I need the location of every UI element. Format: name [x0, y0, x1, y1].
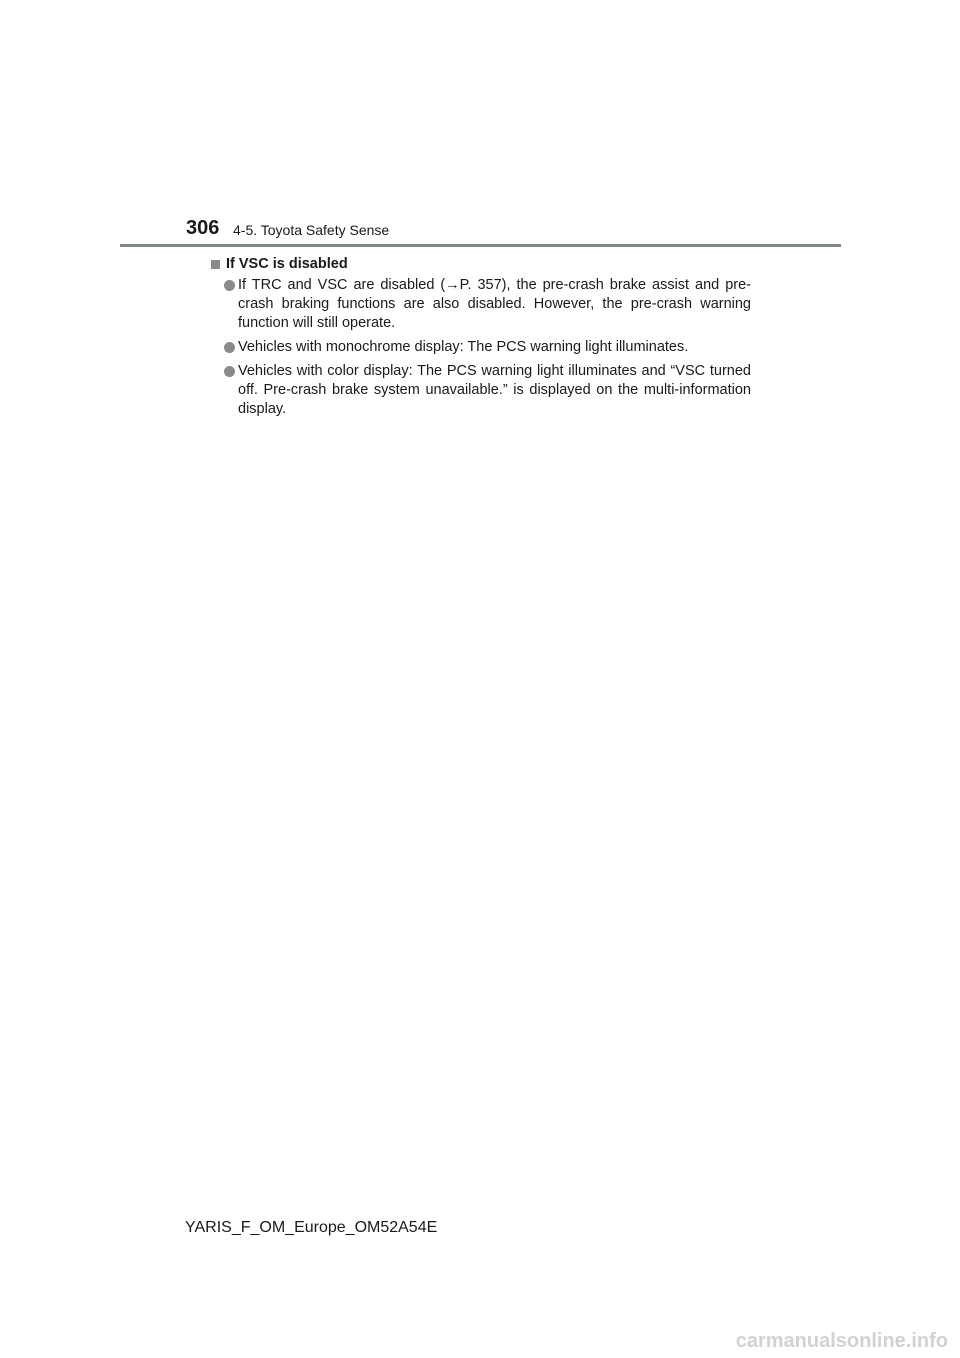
watermark: carmanualsonline.info: [735, 1330, 948, 1352]
list-item-text: Vehicles with monochrome display: The PCS warning light illuminates.: [238, 339, 689, 355]
circle-bullet-icon: [224, 366, 235, 377]
section-heading: [211, 254, 751, 274]
document-code: YARIS_F_OM_Europe_OM52A54E: [185, 1219, 438, 1236]
list-item-text: If TRC and VSC are disabled (→P. 357), the pre-crash brake assist and pre-crash braking functions are also disabled. However, the pre-crash warning function will still operate.: [238, 277, 751, 331]
section-title: 4-5. Toyota Safety Sense: [233, 222, 390, 238]
circle-bullet-icon: [224, 280, 235, 291]
list-item: [211, 338, 751, 357]
header-divider: [120, 244, 841, 247]
main-content: [211, 254, 751, 424]
square-bullet-icon: [211, 260, 220, 269]
list-item: [211, 276, 751, 333]
list-item: [211, 362, 751, 419]
circle-bullet-icon: [224, 342, 235, 353]
list-item-text: Vehicles with color display: The PCS warning light illuminates and “VSC turned off. Pre-crash brake system unavailable.” is displayed on the multi-information display.: [238, 363, 751, 417]
page-number: 306: [186, 217, 220, 239]
section-heading-text: If VSC is disabled: [226, 256, 348, 272]
